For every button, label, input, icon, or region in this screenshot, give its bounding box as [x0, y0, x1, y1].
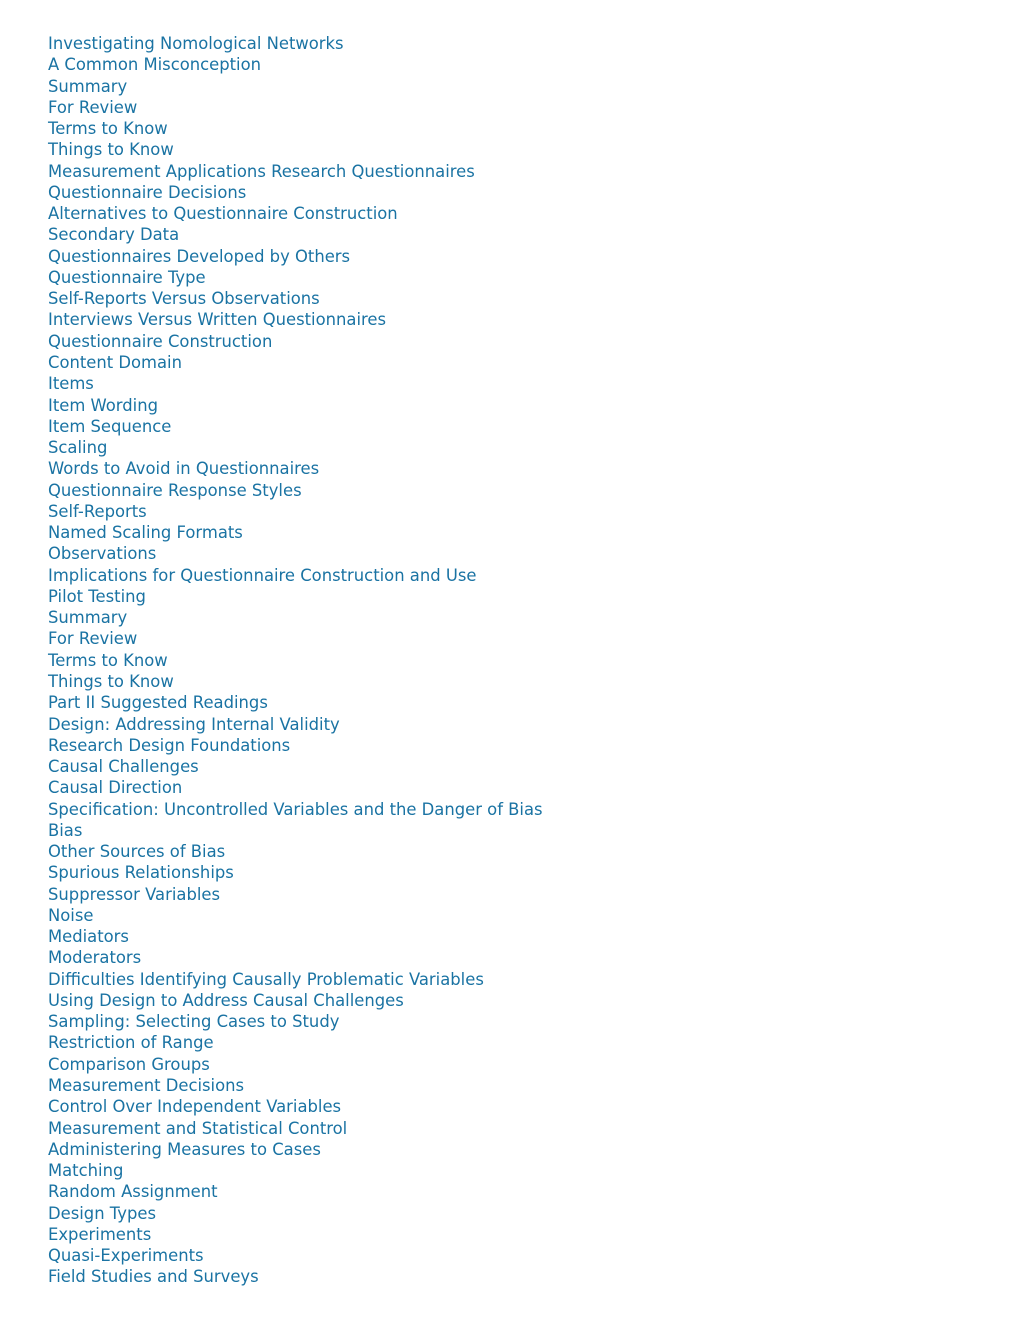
toc-link[interactable]: Research Design Foundations — [48, 735, 291, 755]
toc-entry — [48, 820, 543, 841]
toc-link[interactable]: Other Sources of Bias — [48, 842, 226, 862]
toc-entry — [48, 1096, 543, 1117]
toc-link[interactable]: Design Types — [48, 1203, 156, 1223]
toc-entry — [48, 884, 543, 905]
toc-link[interactable]: Field Studies and Surveys — [48, 1267, 259, 1287]
toc-link[interactable]: Self-Reports Versus Observations — [48, 289, 320, 309]
toc-link[interactable]: Self-Reports — [48, 501, 147, 521]
toc-entry — [48, 947, 543, 968]
toc-entry — [48, 1011, 543, 1032]
toc-link[interactable]: Things to Know — [48, 671, 174, 691]
toc-entry — [48, 1075, 543, 1096]
toc-entry — [48, 54, 543, 75]
toc-link[interactable]: Causal Direction — [48, 778, 183, 798]
toc-entry — [48, 267, 543, 288]
toc-link[interactable]: Part II Suggested Readings — [48, 693, 268, 713]
toc-entry — [48, 735, 543, 756]
toc-link[interactable]: Investigating Nomological Networks — [48, 34, 344, 53]
toc-entry — [48, 905, 543, 926]
toc-link[interactable]: Measurement and Statistical Control — [48, 1118, 348, 1138]
toc-link[interactable]: Pilot Testing — [48, 586, 146, 606]
toc-link[interactable]: Design: Addressing Internal Validity — [48, 714, 340, 734]
toc-link[interactable]: Interviews Versus Written Questionnaires — [48, 310, 386, 330]
toc-link[interactable]: Sampling: Selecting Cases to Study — [48, 1012, 340, 1032]
toc-entry — [48, 139, 543, 160]
toc-entry — [48, 246, 543, 267]
toc-entry — [48, 714, 543, 735]
toc-entry — [48, 565, 543, 586]
toc-entry — [48, 1224, 543, 1245]
toc-entry — [48, 777, 543, 798]
toc-link[interactable]: Causal Challenges — [48, 757, 199, 777]
toc-entry — [48, 1139, 543, 1160]
toc-link[interactable]: Noise — [48, 905, 94, 925]
toc-link[interactable]: Moderators — [48, 948, 142, 968]
toc-entry — [48, 607, 543, 628]
toc-link[interactable]: Suppressor Variables — [48, 884, 221, 904]
toc-entry — [48, 926, 543, 947]
toc-link[interactable]: Words to Avoid in Questionnaires — [48, 459, 320, 479]
toc-link[interactable]: Matching — [48, 1161, 124, 1181]
toc-entry — [48, 203, 543, 224]
toc-link[interactable]: Restriction of Range — [48, 1033, 214, 1053]
toc-link[interactable]: Difficulties Identifying Causally Problematic Variables — [48, 969, 484, 989]
toc-link[interactable]: Measurement Decisions — [48, 1076, 245, 1096]
toc-entry — [48, 437, 543, 458]
toc-entry — [48, 501, 543, 522]
toc-entry — [48, 97, 543, 118]
toc-entry — [48, 458, 543, 479]
toc-entry — [48, 671, 543, 692]
toc-entry — [48, 224, 543, 245]
toc-entry — [48, 692, 543, 713]
toc-link[interactable]: Terms to Know — [48, 650, 168, 670]
toc-link[interactable]: Scaling — [48, 438, 108, 458]
toc-link[interactable]: Specification: Uncontrolled Variables and the Danger of Bias — [48, 799, 543, 819]
toc-entry — [48, 309, 543, 330]
toc-entry — [48, 1118, 543, 1139]
toc-entry — [48, 288, 543, 309]
toc-entry — [48, 1203, 543, 1224]
toc-link[interactable]: Measurement Applications Research Questionnaires — [48, 161, 475, 181]
toc-entry — [48, 331, 543, 352]
toc-link[interactable]: For Review — [48, 629, 138, 649]
toc-entry — [48, 33, 543, 54]
toc-entry — [48, 1245, 543, 1266]
toc-link[interactable]: Questionnaire Response Styles — [48, 480, 302, 500]
toc-link[interactable]: Items — [48, 374, 94, 394]
toc-link[interactable]: Using Design to Address Causal Challenges — [48, 990, 404, 1010]
toc-link[interactable]: Secondary Data — [48, 225, 180, 245]
toc-entry — [48, 969, 543, 990]
toc-link[interactable]: Implications for Questionnaire Construction and Use — [48, 565, 477, 585]
toc-link[interactable]: Named Scaling Formats — [48, 523, 243, 543]
toc-link[interactable]: Item Wording — [48, 395, 158, 415]
toc-entry — [48, 586, 543, 607]
toc-entry — [48, 990, 543, 1011]
toc-link[interactable]: Random Assignment — [48, 1182, 218, 1202]
toc-entry — [48, 373, 543, 394]
toc-link[interactable]: For Review — [48, 97, 138, 117]
toc-entry — [48, 352, 543, 373]
toc-entry — [48, 862, 543, 883]
toc-entry — [48, 628, 543, 649]
toc-link[interactable]: Item Sequence — [48, 416, 172, 436]
table-of-contents — [48, 33, 543, 1288]
toc-entry — [48, 1160, 543, 1181]
toc-link[interactable]: Things to Know — [48, 140, 174, 160]
toc-entry — [48, 756, 543, 777]
toc-entry — [48, 416, 543, 437]
toc-entry — [48, 76, 543, 97]
toc-entry — [48, 118, 543, 139]
toc-link[interactable]: Summary — [48, 608, 128, 628]
toc-entry — [48, 395, 543, 416]
toc-link[interactable]: Comparison Groups — [48, 1054, 210, 1074]
toc-link[interactable]: Alternatives to Questionnaire Construction — [48, 204, 398, 224]
toc-entry — [48, 1054, 543, 1075]
toc-link[interactable]: Questionnaire Type — [48, 267, 206, 287]
toc-link[interactable]: Observations — [48, 544, 157, 564]
toc-entry — [48, 480, 543, 501]
toc-entry — [48, 799, 543, 820]
toc-link[interactable]: Administering Measures to Cases — [48, 1139, 321, 1159]
toc-link[interactable]: Experiments — [48, 1224, 152, 1244]
toc-entry — [48, 543, 543, 564]
toc-link[interactable]: Bias — [48, 820, 83, 840]
toc-entry — [48, 182, 543, 203]
toc-link[interactable]: A Common Misconception — [48, 55, 262, 75]
toc-link[interactable]: Questionnaire Decisions — [48, 182, 247, 202]
toc-link[interactable]: Control Over Independent Variables — [48, 1097, 342, 1117]
toc-entry — [48, 650, 543, 671]
toc-link[interactable]: Spurious Relationships — [48, 863, 234, 883]
toc-entry — [48, 1032, 543, 1053]
toc-entry — [48, 1181, 543, 1202]
toc-link[interactable]: Summary — [48, 76, 128, 96]
toc-link[interactable]: Mediators — [48, 927, 129, 947]
toc-link[interactable]: Terms to Know — [48, 119, 168, 139]
toc-entry — [48, 161, 543, 182]
toc-entry — [48, 1266, 543, 1287]
toc-entry — [48, 522, 543, 543]
toc-link[interactable]: Quasi-Experiments — [48, 1246, 204, 1266]
toc-link[interactable]: Content Domain — [48, 352, 182, 372]
toc-link[interactable]: Questionnaire Construction — [48, 331, 273, 351]
toc-link[interactable]: Questionnaires Developed by Others — [48, 246, 351, 266]
toc-entry — [48, 841, 543, 862]
